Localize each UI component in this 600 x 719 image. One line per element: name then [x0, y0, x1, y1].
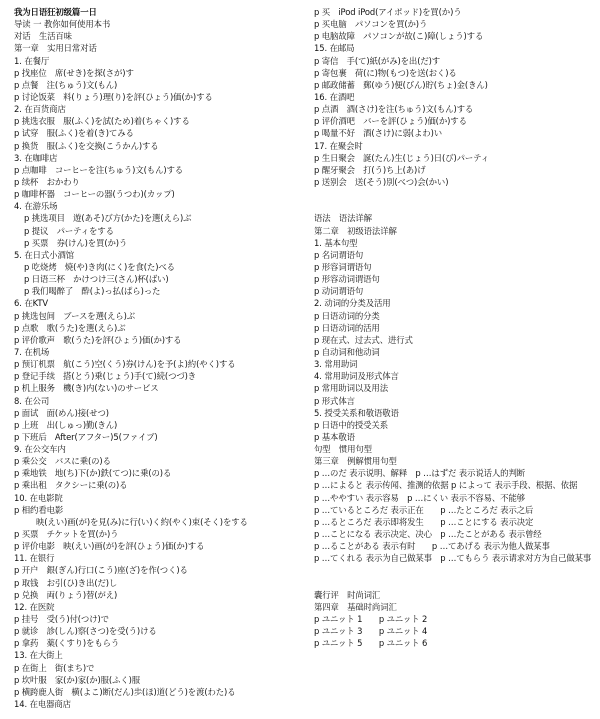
toc-line: 9. 在公交车内 — [14, 444, 66, 455]
toc-line: p 买票 チケットを買(か)う — [14, 529, 119, 540]
toc-line: p 登记手续 搭(とう)乗(じょう)手(て)続(つづ)き — [14, 371, 197, 382]
toc-line: p 送别会 送(そう)別(べつ)会(かい) — [314, 176, 449, 187]
toc-line: p 评价歌声 歌(うた)を評(ひょう)価(か)する — [14, 334, 182, 345]
toc-line: p 醒牙聚会 打(う)ち上(あ)げ — [314, 164, 426, 175]
toc-line: p 预订机票 航(こう)空(くう)券(けん)を予(よ)約(やく)する — [14, 359, 236, 370]
toc-line: p 咖啡杯器 コーヒーの器(うつわ)(カップ) — [14, 189, 175, 200]
toc-line: p 日语动词的分类 — [314, 310, 380, 321]
toc-line: p 点咖啡 コーヒーを注(ちゅう)文(もん)する — [14, 164, 184, 175]
toc-line: p 喝量不好 酒(さけ)に弱(よわ)い — [314, 128, 443, 139]
toc-line: p 生日聚会 誕(たん)生(じょう)日(び)パーティ — [314, 152, 490, 163]
toc-line: p 动词谓语句 — [314, 286, 364, 297]
toc-line: p 乘公交 バスに乗(の)る — [14, 456, 111, 467]
toc-line: p 相约看电影 — [14, 504, 64, 515]
toc-line: p 电脑故障 パソコンが故(こ)障(しょう)する — [314, 31, 484, 42]
toc-line: p 乘出租 タクシーに乗(の)る — [14, 480, 128, 491]
toc-line: 第四章 基础时尚词汇 — [314, 601, 397, 612]
toc-line: 16. 在酒吧 — [314, 91, 355, 102]
toc-line: 映(えい)画(が)を見(み)に行(い)く約(やく)束(そく)をする — [36, 516, 248, 527]
toc-line: 语法 语法详解 — [314, 213, 372, 224]
toc-line: p 开户 銀(ぎん)行口(こう)座(ざ)を作(つく)る — [14, 565, 188, 576]
toc-line: 13. 在大街上 — [14, 650, 63, 661]
toc-line: p 我们喝醉了 酔(よ)っ払(ぱら)った — [24, 286, 161, 297]
toc-line: p 挑选项目 遊(あそ)び方(かた)を選(えら)ぶ — [24, 213, 192, 224]
toc-line: 5. 授受关系和敬语敬语 — [314, 407, 399, 418]
toc-line: p 常用助词以及用法 — [314, 383, 388, 394]
toc-line: 2. 动词的分类及活用 — [314, 298, 391, 309]
toc-line: p ユニット 5 p ユニット 6 — [314, 638, 428, 649]
toc-line: p 拿药 薬(くすり)をもらう — [14, 638, 120, 649]
toc-line: p …るところだ 表示即将发生 p …ことにする 表示决定 — [314, 516, 534, 527]
toc-line: p 在街上 街(まち)で — [14, 662, 95, 673]
toc-line: p 形容动词谓语句 — [314, 274, 380, 285]
toc-line: p 提议 パーティをする — [24, 225, 114, 236]
toc-line: p ユニット 1 p ユニット 2 — [314, 614, 428, 625]
toc-line: 第二章 初级语法详解 — [314, 225, 397, 236]
toc-line: p ユニット 3 p ユニット 4 — [314, 626, 428, 637]
toc-line — [314, 564, 594, 576]
toc-line: 导读 一 教你如何使用本书 — [14, 19, 111, 30]
toc-line — [314, 200, 594, 212]
toc-line: p 评价酒吧 バーを評(ひょう)価(か)する — [314, 116, 467, 127]
toc-line: p 买票 券(けん)を買(か)う — [24, 237, 128, 248]
toc-line: 14. 在电器商店 — [14, 699, 71, 710]
toc-line: p 续杯 おかわり — [14, 176, 80, 187]
toc-line: p 横跨鹿人街 横(よこ)断(だん)歩(ほ)道(どう)を渡(わた)る — [14, 686, 236, 697]
toc-line: 4. 常用助词及形式体言 — [314, 371, 399, 382]
toc-line: p 乘地铁 地(ち)下(か)鉄(てつ)に乗(の)る — [14, 468, 172, 479]
toc-line: 6. 在KTV — [14, 298, 49, 309]
toc-line: 我为日语狂初级篇一日 — [14, 7, 97, 17]
toc-line: p 形容词谓语句 — [314, 261, 372, 272]
toc-line: p …ているところだ 表示正在 p …たところだ 表示之后 — [314, 504, 534, 515]
toc-line: 12. 在医院 — [14, 601, 55, 612]
toc-line: 1. 在餐厅 — [14, 55, 50, 66]
toc-line: p 吃烧烤 焼(や)き肉(にく)を食(た)べる — [24, 261, 175, 272]
toc-line: p …てくれる 表示为自己做某事 p …てもらう 表示请求对方为自己做某事 — [314, 553, 592, 564]
toc-line: p 挂号 受(う)付(つけ)で — [14, 614, 109, 625]
toc-line: p 买 iPod iPod(アイポッド)を買(か)う — [314, 7, 462, 17]
toc-line: p 评价电影 映(えい)画(が)を評(ひょう)価(か)する — [14, 541, 205, 552]
toc-line: 4. 在游乐场 — [14, 201, 58, 212]
toc-line: p 试穿 服(ふく)を着(き)てみる — [14, 128, 134, 139]
toc-line — [314, 577, 594, 589]
toc-line: p 点餐 注(ちゅう)文(もん) — [14, 79, 118, 90]
toc-line: 8. 在公司 — [14, 395, 50, 406]
toc-line: 5. 在日式小酒馆 — [14, 249, 75, 260]
table-of-contents-right-column — [314, 6, 594, 649]
toc-line: 3. 常用助词 — [314, 359, 358, 370]
toc-line: 3. 在咖啡店 — [14, 152, 58, 163]
toc-line: 15. 在邮局 — [314, 43, 355, 54]
table-of-contents-left-column — [14, 6, 300, 710]
toc-line: p 找座位 席(せき)を探(さが)す — [14, 67, 134, 78]
toc-line — [314, 188, 594, 200]
toc-line: p 兑换 両(りょう)替(がえ) — [14, 589, 118, 600]
toc-line: p 挑选衣服 服(ふく)を試(ため)着(ちゃく)する — [14, 116, 190, 127]
toc-line: p …ることがある 表示有时 p …てあげる 表示为他人做某事 — [314, 541, 550, 552]
toc-line: 11. 在银行 — [14, 553, 55, 564]
toc-line: p …によると 表示传闻、推测的依据 p によって 表示手段、根据、依据 — [314, 480, 578, 491]
toc-line: p 下班后 After(アフター)5(ファイブ) — [14, 431, 158, 442]
toc-line: 句型 惯用句型 — [314, 444, 372, 455]
toc-line: 10. 在电影院 — [14, 492, 63, 503]
toc-line: p 寄包裹 荷(に)物(もつ)を送(おく)る — [314, 67, 457, 78]
toc-line: p 坎叶服 家(か)家(か)服(ふく)服 — [14, 674, 141, 685]
toc-line: p 面试 面(めん)接(せつ) — [14, 407, 109, 418]
toc-line: p 自动词和他动词 — [314, 346, 380, 357]
toc-line: 对话 生活百味 — [14, 31, 72, 42]
toc-line: p 寄信 手(て)紙(がみ)を出(だ)す — [314, 55, 441, 66]
toc-line: p 换货 服(ふく)を交換(こうかん)する — [14, 140, 159, 151]
toc-line: p 上班 出(しゅっ)勤(きん) — [14, 419, 118, 430]
toc-line: 第三章 例解惯用句型 — [314, 456, 397, 467]
toc-line: 17. 在聚会时 — [314, 140, 363, 151]
toc-line: p 点酒 酒(さけ)を注(ちゅう)文(もん)する — [314, 104, 474, 115]
toc-line: 囊行评 时尚词汇 — [314, 589, 381, 600]
toc-line: p 邮政储蓄 郵(ゆう)便(びん)貯(ちょ)金(きん) — [314, 79, 488, 90]
toc-line: 2. 在百货商店 — [14, 104, 66, 115]
toc-line: p 点歌 歌(うた)を選(えら)ぶ — [14, 322, 126, 333]
toc-line: p 基本敬语 — [314, 431, 355, 442]
toc-line: p 形式体言 — [314, 395, 355, 406]
toc-line: p 日语三杯 かけつけ三(さん)杯(ばい) — [24, 274, 169, 285]
toc-line: 1. 基本句型 — [314, 237, 358, 248]
toc-line: 7. 在机场 — [14, 346, 50, 357]
toc-line: p …ややすい 表示容易 p …にくい 表示不容易、不能够 — [314, 492, 526, 503]
toc-line: p 讨论饭菜 料(りょう)理(り)を評(ひょう)価(か)する — [14, 91, 213, 102]
toc-line: p 日语动词的活用 — [314, 322, 380, 333]
toc-line: p 名词谓语句 — [314, 249, 364, 260]
toc-line: p 就诊 診(しん)察(さつ)を受(う)ける — [14, 626, 157, 637]
toc-line: p …ことになる 表示决定、决心 p …たことがある 表示曾经 — [314, 529, 542, 540]
toc-line: p 挑选包间 ブースを選(えら)ぶ — [14, 310, 136, 321]
toc-line: p …のだ 表示说明、解释 p …はずだ 表示说话人的判断 — [314, 468, 526, 479]
toc-line: p 机上服务 機(き)内(ない)のサービス — [14, 383, 159, 394]
toc-line: p 买电脑 パソコンを買(か)う — [314, 19, 428, 30]
toc-line: p 现在式、过去式、进行式 — [314, 334, 413, 345]
toc-line: 第一章 实用日常对话 — [14, 43, 97, 54]
toc-line: p 日语中的授受关系 — [314, 419, 388, 430]
toc-line: p 取钱 お引(ひ)き出(だ)し — [14, 577, 118, 588]
